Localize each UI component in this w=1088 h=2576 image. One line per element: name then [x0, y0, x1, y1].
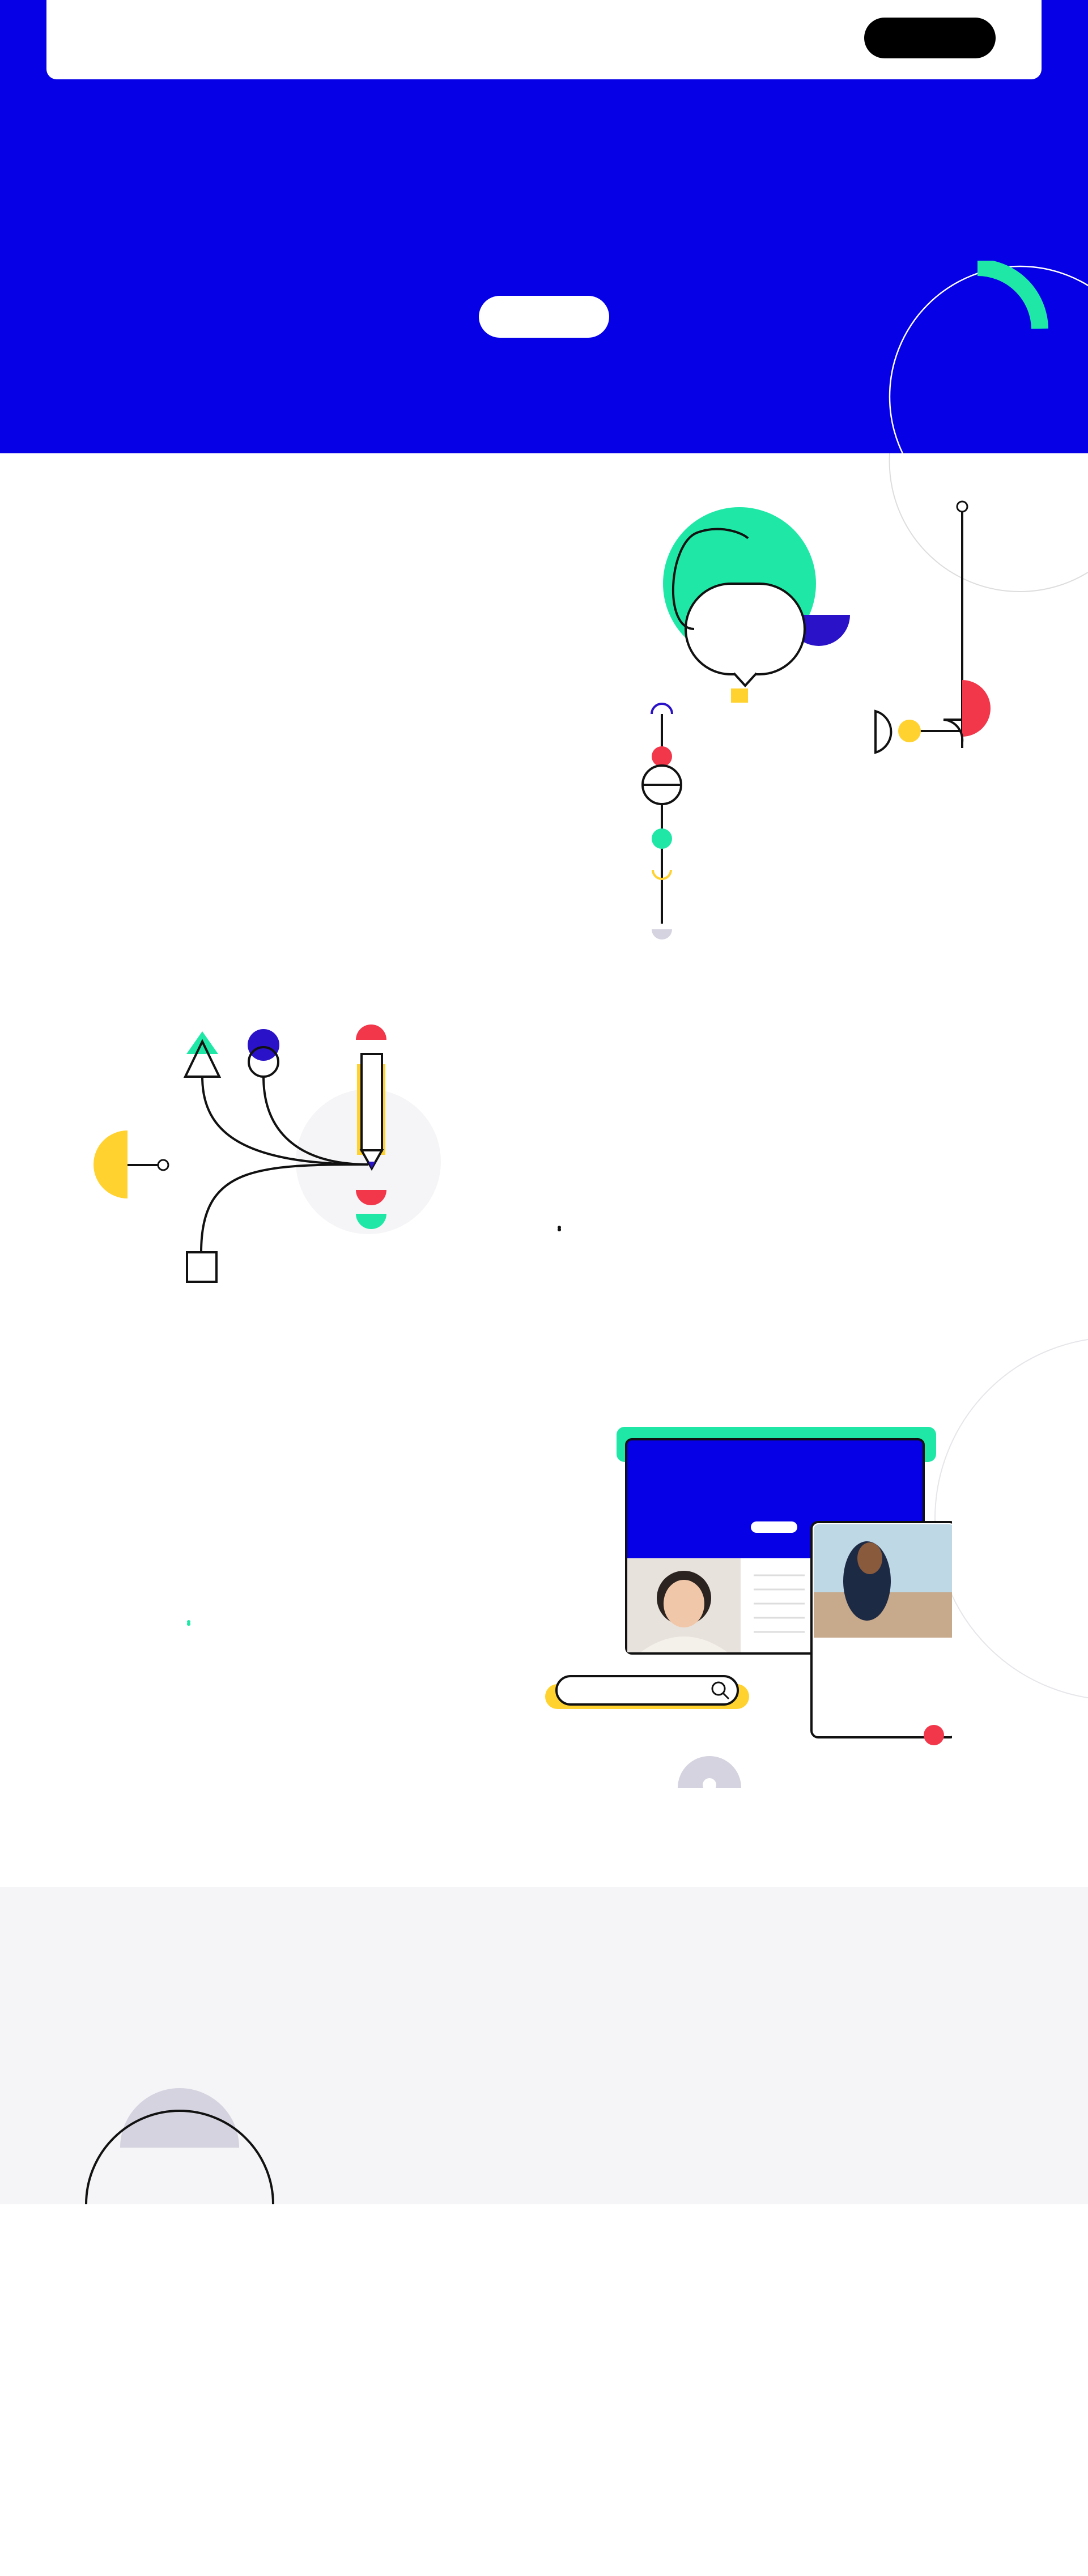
- faint-circle-decoration: [929, 1315, 1088, 1723]
- green-arc-shape: [975, 261, 1048, 334]
- top-nav: [46, 0, 1042, 79]
- content-list: [185, 1613, 525, 1615]
- hero-section: [0, 0, 1088, 453]
- product-marketing-list: [555, 1218, 895, 1221]
- nav-get-in-touch-button[interactable]: [864, 18, 996, 58]
- deliverables-list: [185, 754, 468, 756]
- cta-band: [0, 1887, 1088, 2204]
- mock-promo-headline: [626, 1451, 922, 1485]
- hero-get-in-touch-button[interactable]: [479, 296, 609, 338]
- band-decoration-left: [79, 1887, 306, 2204]
- messaging-illustration: [618, 493, 992, 946]
- band-decoration-right: [918, 2040, 997, 2119]
- product-marketing-illustration: [85, 1020, 448, 1292]
